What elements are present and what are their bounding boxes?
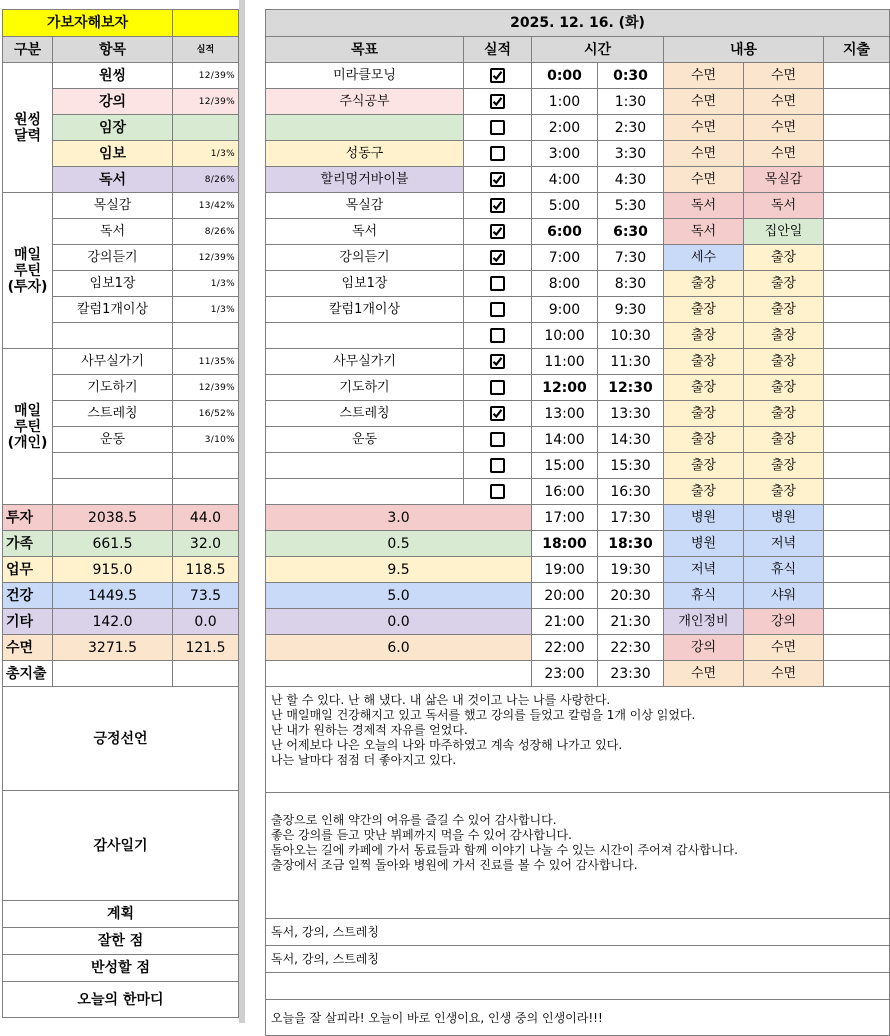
- time-half: 2:30: [598, 115, 664, 141]
- time-start: 22:00: [532, 635, 598, 661]
- time-half: 12:30: [598, 375, 664, 401]
- result-cell: [464, 219, 532, 245]
- result-cell: [464, 453, 532, 479]
- activity-first: 독서: [664, 193, 744, 219]
- section-label-reflect: 반성할 점: [3, 955, 239, 982]
- total-hours: 3271.5: [53, 635, 173, 661]
- checked-checkbox-icon[interactable]: [490, 94, 505, 109]
- empty-checkbox-icon[interactable]: [490, 120, 505, 135]
- spend-cell: [824, 63, 890, 89]
- time-start: 5:00: [532, 193, 598, 219]
- goal-cell: 운동: [266, 427, 464, 453]
- spend-cell: [824, 349, 890, 375]
- time-start: 15:00: [532, 453, 598, 479]
- goal-cell: 강의듣기: [266, 245, 464, 271]
- spend-cell: [824, 557, 890, 583]
- item-name: 임보1장: [53, 271, 173, 297]
- total-spent: 0.0: [173, 609, 239, 635]
- goal-cell: 스트레칭: [266, 401, 464, 427]
- group-label: [3, 193, 53, 349]
- time-start: 23:00: [532, 661, 598, 687]
- item-result: 16/52%: [173, 401, 239, 427]
- header-result: 실적: [464, 37, 532, 63]
- sheet-divider: [239, 0, 245, 1023]
- time-half: 5:30: [598, 193, 664, 219]
- item-result: 13/42%: [173, 193, 239, 219]
- total-hours: 661.5: [53, 531, 173, 557]
- total-label: 가족: [3, 531, 53, 557]
- item-name: 목실감: [53, 193, 173, 219]
- result-cell: [464, 63, 532, 89]
- checked-checkbox-icon[interactable]: [490, 224, 505, 239]
- activity-second: 출장: [744, 401, 824, 427]
- result-cell: [464, 427, 532, 453]
- result-cell: [464, 375, 532, 401]
- empty-checkbox-icon[interactable]: [490, 146, 505, 161]
- item-name: [53, 453, 173, 479]
- item-result: 1/3%: [173, 297, 239, 323]
- activity-first: 수면: [664, 167, 744, 193]
- item-result: [173, 323, 239, 349]
- total-label: 총지출: [3, 661, 53, 687]
- activity-first: 출장: [664, 375, 744, 401]
- result-cell: [464, 141, 532, 167]
- time-start: 10:00: [532, 323, 598, 349]
- time-half: 10:30: [598, 323, 664, 349]
- activity-second: 출장: [744, 479, 824, 505]
- total-hours: 142.0: [53, 609, 173, 635]
- activity-first: 출장: [664, 271, 744, 297]
- activity-first: 개인정비: [664, 609, 744, 635]
- group-label-line: 원씽: [13, 111, 42, 128]
- well-done-text: 독서, 강의, 스트레칭: [266, 946, 890, 973]
- goal-cell: 칼럼1개이상: [266, 297, 464, 323]
- category-total: 9.5: [266, 557, 532, 583]
- total-hours: [53, 661, 173, 687]
- spend-cell: [824, 375, 890, 401]
- result-cell: [464, 323, 532, 349]
- group-label-line: 루틴: [13, 262, 42, 279]
- section-label-quote: 오늘의 한마디: [3, 982, 239, 1018]
- goal-cell: 독서: [266, 219, 464, 245]
- activity-second: 강의: [744, 609, 824, 635]
- empty-checkbox-icon[interactable]: [490, 432, 505, 447]
- header-goal: 목표: [266, 37, 464, 63]
- spend-cell: [824, 141, 890, 167]
- affirmation-line: 난 내가 원하는 경제적 자유를 얻었다.: [271, 723, 468, 737]
- item-name: [53, 323, 173, 349]
- activity-first: 수면: [664, 89, 744, 115]
- activity-second: 집안일: [744, 219, 824, 245]
- activity-first: 출장: [664, 349, 744, 375]
- result-cell: [464, 349, 532, 375]
- category-total: 5.0: [266, 583, 532, 609]
- daily-schedule-table: [265, 9, 890, 1036]
- result-cell: [464, 193, 532, 219]
- goal-cell: 기도하기: [266, 375, 464, 401]
- group-label-line: 매일: [13, 246, 42, 263]
- activity-second: 저녁: [744, 531, 824, 557]
- activity-first: 수면: [664, 115, 744, 141]
- activity-second: 수면: [744, 661, 824, 687]
- total-label: 기타: [3, 609, 53, 635]
- total-hours: 2038.5: [53, 505, 173, 531]
- sheet-title-fill: [173, 10, 239, 37]
- activity-first: 출장: [664, 323, 744, 349]
- activity-first: 수면: [664, 141, 744, 167]
- gratitude-line: 돌아오는 길에 카페에 가서 동료들과 함께 이야기 나눌 수 있는 시간이 주어져 감사합니다.: [271, 843, 738, 857]
- item-result: [173, 453, 239, 479]
- result-cell: [464, 167, 532, 193]
- group-label: [3, 63, 53, 193]
- checked-checkbox-icon[interactable]: [490, 250, 505, 265]
- goal-cell: 미라클모닝: [266, 63, 464, 89]
- item-result: 12/39%: [173, 245, 239, 271]
- checked-checkbox-icon[interactable]: [490, 172, 505, 187]
- group-label-line: 루틴: [13, 418, 42, 435]
- goal-cell: 임보1장: [266, 271, 464, 297]
- group-label-line: 매일: [13, 402, 42, 419]
- goal-cell: [266, 115, 464, 141]
- spend-cell: [824, 271, 890, 297]
- time-half: 18:30: [598, 531, 664, 557]
- spend-cell: [824, 193, 890, 219]
- time-half: 15:30: [598, 453, 664, 479]
- time-start: 2:00: [532, 115, 598, 141]
- total-label: 투자: [3, 505, 53, 531]
- empty-checkbox-icon[interactable]: [490, 276, 505, 291]
- time-start: 18:00: [532, 531, 598, 557]
- section-label-gratitude: 감사일기: [3, 791, 239, 901]
- goal-cell: [266, 323, 464, 349]
- goal-cell: 목실감: [266, 193, 464, 219]
- activity-second: 출장: [744, 297, 824, 323]
- spend-cell: [824, 479, 890, 505]
- goal-cell: 할리멍거바이블: [266, 167, 464, 193]
- section-label-plan: 계획: [3, 901, 239, 928]
- time-half: 14:30: [598, 427, 664, 453]
- total-spent: 118.5: [173, 557, 239, 583]
- result-cell: [464, 245, 532, 271]
- activity-first: 병원: [664, 531, 744, 557]
- time-half: 3:30: [598, 141, 664, 167]
- item-result: [173, 479, 239, 505]
- group-label: [3, 349, 53, 505]
- item-name: 원씽: [53, 63, 173, 89]
- time-start: 9:00: [532, 297, 598, 323]
- time-start: 3:00: [532, 141, 598, 167]
- gratitude-line: 출장에서 조금 일찍 돌아와 병원에 가서 진료를 볼 수 있어 감사합니다.: [271, 858, 638, 872]
- activity-second: 휴식: [744, 557, 824, 583]
- category-total: 6.0: [266, 635, 532, 661]
- time-start: 21:00: [532, 609, 598, 635]
- total-spent: 44.0: [173, 505, 239, 531]
- time-half: 8:30: [598, 271, 664, 297]
- time-start: 7:00: [532, 245, 598, 271]
- activity-second: 출장: [744, 245, 824, 271]
- time-half: 19:30: [598, 557, 664, 583]
- checked-checkbox-icon[interactable]: [490, 354, 505, 369]
- activity-second: 독서: [744, 193, 824, 219]
- header-item: 항목: [53, 37, 173, 63]
- spend-cell: [824, 167, 890, 193]
- item-name: 독서: [53, 219, 173, 245]
- section-label-well-done: 잘한 점: [3, 928, 239, 955]
- time-half: 17:30: [598, 505, 664, 531]
- result-cell: [464, 115, 532, 141]
- spend-cell: [824, 89, 890, 115]
- spend-cell: [824, 505, 890, 531]
- activity-first: 강의: [664, 635, 744, 661]
- total-spent: 32.0: [173, 531, 239, 557]
- result-cell: [464, 271, 532, 297]
- total-hours: 915.0: [53, 557, 173, 583]
- goal-cell: [266, 453, 464, 479]
- group-label-line: 달력: [13, 127, 42, 144]
- spend-cell: [824, 635, 890, 661]
- item-result: 12/39%: [173, 375, 239, 401]
- time-half: 23:30: [598, 661, 664, 687]
- activity-first: 수면: [664, 63, 744, 89]
- total-label: 수면: [3, 635, 53, 661]
- activity-second: 수면: [744, 89, 824, 115]
- time-half: 22:30: [598, 635, 664, 661]
- activity-second: 출장: [744, 271, 824, 297]
- time-start: 14:00: [532, 427, 598, 453]
- total-spent: [173, 661, 239, 687]
- checked-checkbox-icon[interactable]: [490, 198, 505, 213]
- spend-cell: [824, 453, 890, 479]
- header-result: 실적: [173, 37, 239, 63]
- time-half: 1:30: [598, 89, 664, 115]
- result-cell: [464, 297, 532, 323]
- section-label-affirmation: 긍정선언: [3, 687, 239, 791]
- group-label-line: (개인): [7, 434, 48, 451]
- time-half: 6:30: [598, 219, 664, 245]
- item-name: 임장: [53, 115, 173, 141]
- reflect-text: [266, 973, 890, 1000]
- activity-first: 출장: [664, 401, 744, 427]
- goal-cell: 성동구: [266, 141, 464, 167]
- empty-checkbox-icon[interactable]: [490, 458, 505, 473]
- plan-text: 독서, 강의, 스트레칭: [266, 919, 890, 946]
- activity-first: 독서: [664, 219, 744, 245]
- item-result: 12/39%: [173, 63, 239, 89]
- spend-cell: [824, 323, 890, 349]
- activity-first: 세수: [664, 245, 744, 271]
- activity-first: 출장: [664, 297, 744, 323]
- time-start: 1:00: [532, 89, 598, 115]
- time-start: 12:00: [532, 375, 598, 401]
- category-total: 0.5: [266, 531, 532, 557]
- activity-second: 출장: [744, 453, 824, 479]
- checked-checkbox-icon[interactable]: [490, 68, 505, 83]
- activity-second: 수면: [744, 141, 824, 167]
- time-start: 4:00: [532, 167, 598, 193]
- left-summary-table: [2, 9, 239, 1018]
- date-header: 2025. 12. 16. (화): [266, 10, 890, 37]
- header-spend: 지출: [824, 37, 890, 63]
- category-total: [266, 661, 532, 687]
- category-total: 0.0: [266, 609, 532, 635]
- time-start: 17:00: [532, 505, 598, 531]
- total-hours: 1449.5: [53, 583, 173, 609]
- affirmation-line: 난 할 수 있다. 난 해 냈다. 내 삶은 내 것이고 나는 나를 사랑한다.: [271, 693, 611, 707]
- goal-cell: 주식공부: [266, 89, 464, 115]
- item-name: 독서: [53, 167, 173, 193]
- result-cell: [464, 401, 532, 427]
- time-half: 16:30: [598, 479, 664, 505]
- activity-first: 휴식: [664, 583, 744, 609]
- spend-cell: [824, 583, 890, 609]
- affirmation-line: 난 매일매일 건강해지고 있고 독서를 했고 강의를 들었고 칼럼을 1개 이상 읽었다.: [271, 708, 696, 722]
- item-result: 1/3%: [173, 141, 239, 167]
- affirmation-line: 난 어제보다 나은 오늘의 나와 마주하였고 계속 성장해 나가고 있다.: [271, 738, 623, 752]
- quote-text: 오늘을 잘 살피라! 오늘이 바로 인생이요, 인생 중의 인생이라!!!: [266, 1000, 890, 1036]
- goal-cell: 사무실가기: [266, 349, 464, 375]
- activity-second: 출장: [744, 323, 824, 349]
- header-content: 내용: [664, 37, 824, 63]
- item-name: 기도하기: [53, 375, 173, 401]
- spend-cell: [824, 297, 890, 323]
- activity-second: 목실감: [744, 167, 824, 193]
- item-name: 칼럼1개이상: [53, 297, 173, 323]
- total-label: 건강: [3, 583, 53, 609]
- activity-first: 출장: [664, 479, 744, 505]
- item-name: [53, 479, 173, 505]
- item-result: 11/35%: [173, 349, 239, 375]
- time-half: 11:30: [598, 349, 664, 375]
- spend-cell: [824, 219, 890, 245]
- activity-second: 병원: [744, 505, 824, 531]
- time-start: 0:00: [532, 63, 598, 89]
- empty-checkbox-icon[interactable]: [490, 484, 505, 499]
- item-result: 3/10%: [173, 427, 239, 453]
- checked-checkbox-icon[interactable]: [490, 406, 505, 421]
- activity-second: 수면: [744, 115, 824, 141]
- spend-cell: [824, 115, 890, 141]
- activity-second: 출장: [744, 427, 824, 453]
- time-half: 0:30: [598, 63, 664, 89]
- time-start: 13:00: [532, 401, 598, 427]
- result-cell: [464, 89, 532, 115]
- activity-first: 출장: [664, 427, 744, 453]
- time-half: 13:30: [598, 401, 664, 427]
- time-start: 11:00: [532, 349, 598, 375]
- activity-second: 출장: [744, 349, 824, 375]
- activity-first: 수면: [664, 661, 744, 687]
- gratitude-line: 출장으로 인해 약간의 여유를 즐길 수 있어 감사합니다.: [271, 813, 557, 827]
- total-spent: 73.5: [173, 583, 239, 609]
- spend-cell: [824, 661, 890, 687]
- goal-cell: [266, 479, 464, 505]
- spend-cell: [824, 245, 890, 271]
- item-name: 운동: [53, 427, 173, 453]
- total-spent: 121.5: [173, 635, 239, 661]
- time-half: 4:30: [598, 167, 664, 193]
- spend-cell: [824, 427, 890, 453]
- time-start: 16:00: [532, 479, 598, 505]
- item-result: 8/26%: [173, 167, 239, 193]
- time-start: 8:00: [532, 271, 598, 297]
- spend-cell: [824, 401, 890, 427]
- gratitude-line: 좋은 강의를 듣고 맛난 뷔페까지 먹을 수 있어 감사합니다.: [271, 828, 572, 842]
- activity-second: 출장: [744, 375, 824, 401]
- header-time: 시간: [532, 37, 664, 63]
- empty-checkbox-icon[interactable]: [490, 302, 505, 317]
- item-result: 1/3%: [173, 271, 239, 297]
- gratitude-text: [266, 793, 890, 919]
- affirmation-line: 나는 날마다 점점 더 좋아지고 있다.: [271, 753, 457, 767]
- activity-second: 수면: [744, 63, 824, 89]
- activity-first: 병원: [664, 505, 744, 531]
- time-half: 9:30: [598, 297, 664, 323]
- item-name: 강의듣기: [53, 245, 173, 271]
- empty-checkbox-icon[interactable]: [490, 328, 505, 343]
- time-start: 19:00: [532, 557, 598, 583]
- result-cell: [464, 479, 532, 505]
- item-result: [173, 115, 239, 141]
- total-label: 업무: [3, 557, 53, 583]
- group-label-line: (투자): [7, 278, 48, 295]
- time-half: 21:30: [598, 609, 664, 635]
- activity-first: 출장: [664, 453, 744, 479]
- empty-checkbox-icon[interactable]: [490, 380, 505, 395]
- sheet-title: 가보자해보자: [3, 10, 173, 37]
- time-half: 20:30: [598, 583, 664, 609]
- activity-first: 저녁: [664, 557, 744, 583]
- item-name: 강의: [53, 89, 173, 115]
- time-half: 7:30: [598, 245, 664, 271]
- item-name: 스트레칭: [53, 401, 173, 427]
- item-result: 8/26%: [173, 219, 239, 245]
- activity-second: 샤워: [744, 583, 824, 609]
- spend-cell: [824, 609, 890, 635]
- time-start: 20:00: [532, 583, 598, 609]
- activity-second: 수면: [744, 635, 824, 661]
- category-total: 3.0: [266, 505, 532, 531]
- item-name: 사무실가기: [53, 349, 173, 375]
- header-category: 구분: [3, 37, 53, 63]
- affirmation-text: [266, 687, 890, 793]
- spend-cell: [824, 531, 890, 557]
- item-name: 임보: [53, 141, 173, 167]
- time-start: 6:00: [532, 219, 598, 245]
- item-result: 12/39%: [173, 89, 239, 115]
